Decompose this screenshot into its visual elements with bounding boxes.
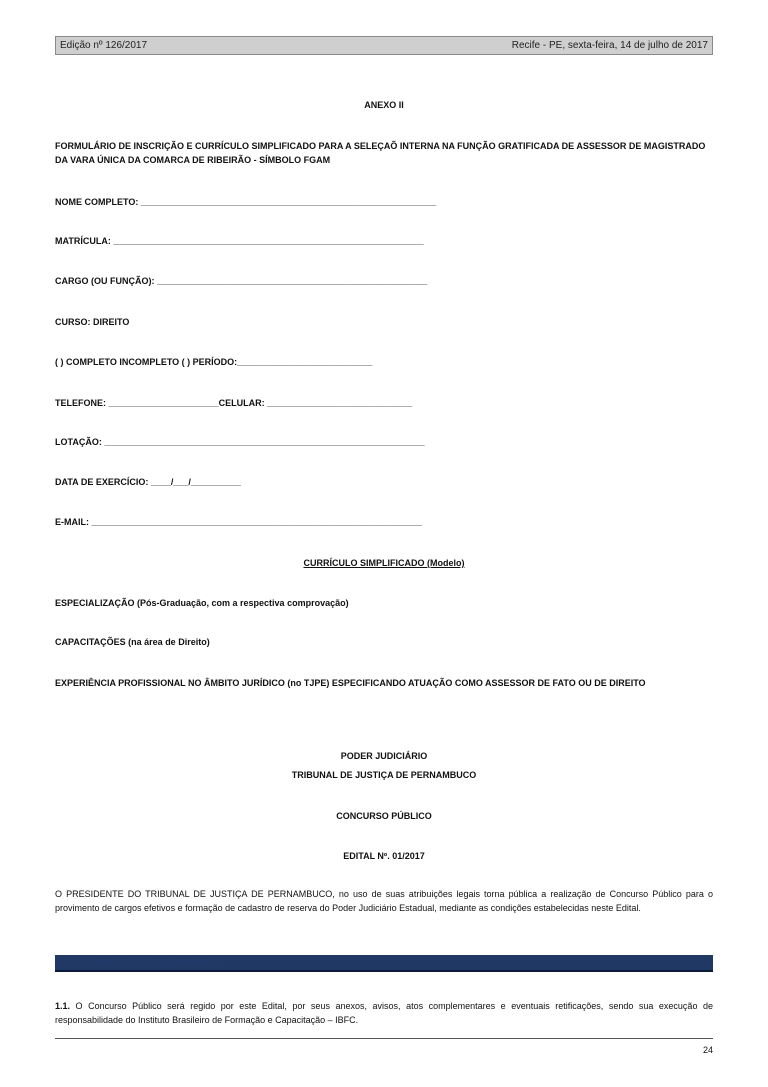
form-title: FORMULÁRIO DE INSCRIÇÃO E CURRÍCULO SIMPLIFICADO PARA A SELEÇAÕ INTERNA NA FUNÇÃO GRATIFICADA DE ASSESSOR DE MAGISTRADO DA VARA ÚNICA DA COMARCA DE RIBEIRÃO - SÍMBOLO FGAM xyxy=(55,141,706,165)
section-header xyxy=(55,955,713,972)
section-title: 1. DAS DISPOSIÇÕES PRELIMINARES xyxy=(57,957,222,967)
edital-intro: O PRESIDENTE DO TRIBUNAL DE JUSTIÇA DE PERNAMBUCO, no uso de suas atribuições legais torna pública a realização de Concurso Público para o provimento de cargos efetivos e formação de cadastro de reserva do Poder Judiciário Estadual, mediante as condições estabelecidas neste Edital. xyxy=(55,889,713,913)
field-nome: NOME COMPLETO: ___________________________________________________________ xyxy=(55,197,437,207)
curriculo-especializacao: ESPECIALIZAÇÃO (Pós-Graduação, com a respectiva comprovação) xyxy=(55,598,349,608)
edital-concurso: CONCURSO PÚBLICO xyxy=(336,811,432,821)
field-data-exercicio: DATA DE EXERCÍCIO: ____/___/__________ xyxy=(55,477,241,487)
edital-poder: PODER JUDICIÁRIO xyxy=(340,751,428,761)
field-cargo: CARGO (OU FUNÇÃO): ______________________________________________________ xyxy=(55,276,428,286)
field-lotacao: LOTAÇÃO: ________________________________________________________________ xyxy=(55,437,425,447)
page-header xyxy=(55,36,713,55)
item-text: O Concurso Público será regido por este Edital, por seus anexos, avisos, atos complementares e eventuais retificações, sendo sua execução de responsabilidade do Instituto Brasileiro de Formação e Capacitação – IBFC. xyxy=(55,1001,713,1025)
field-telefone: TELEFONE: ______________________CELULAR: _____________________________ xyxy=(55,398,413,408)
edition-label: Edição nº 126/2017 xyxy=(60,40,148,51)
field-matricula: MATRÍCULA: ______________________________________________________________ xyxy=(55,236,424,246)
field-curso: CURSO: DIREITO xyxy=(55,317,130,327)
edital-tribunal: TRIBUNAL DE JUSTIÇA DE PERNAMBUCO xyxy=(291,770,477,780)
location-date: Recife - PE, sexta-feira, 14 de julho de 2017 xyxy=(511,40,708,51)
field-email: E-MAIL: __________________________________________________________________ xyxy=(55,517,422,527)
annex-title: ANEXO II xyxy=(364,100,404,110)
edital-numero: EDITAL Nº. 01/2017 xyxy=(343,851,425,861)
footer-divider xyxy=(55,1038,713,1039)
curriculo-title xyxy=(55,556,713,570)
page-number: 24 xyxy=(702,1045,713,1055)
curriculo-title-text: CURRÍCULO SIMPLIFICADO (Modelo) xyxy=(303,558,465,568)
curriculo-experiencia: EXPERIÊNCIA PROFISSIONAL NO ÂMBITO JURÍDICO (no TJPE) ESPECIFICANDO ATUAÇÃO COMO ASSESSOR DE FATO OU DE DIREITO xyxy=(55,678,646,688)
field-completo: ( ) COMPLETO INCOMPLETO ( ) PERÍODO:___________________________ xyxy=(55,357,373,367)
section-item-1-1 xyxy=(55,999,713,1027)
item-number: 1.1. xyxy=(55,1001,71,1011)
curriculo-capacitacoes: CAPACITAÇÕES (na área de Direito) xyxy=(55,637,210,647)
